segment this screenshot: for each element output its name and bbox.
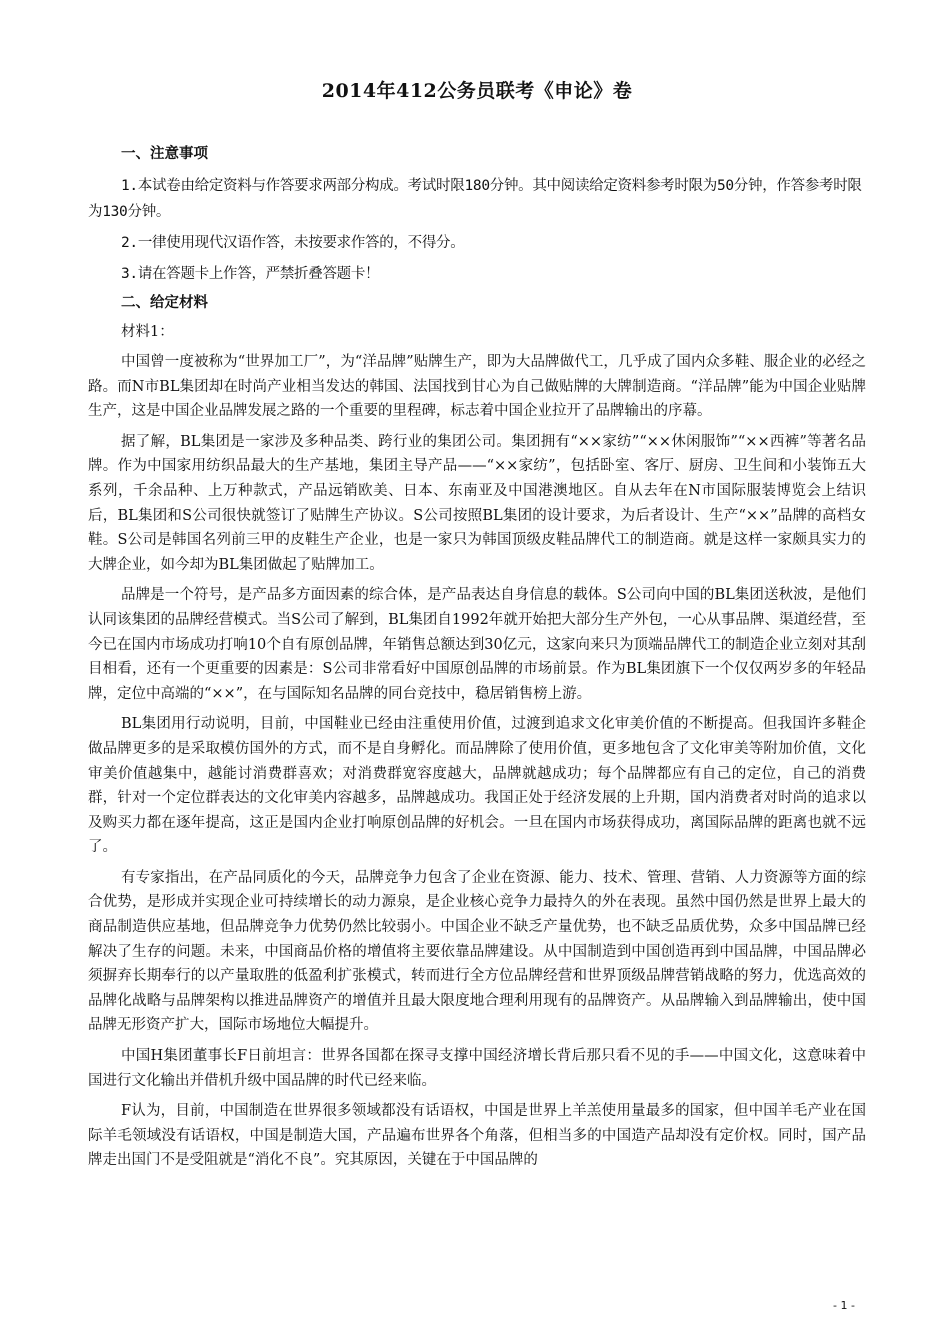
document-page (88, 70, 866, 1179)
note-item: 1.本试卷由给定资料与作答要求两部分构成。考试时限180分钟。其中阅读给定资料参考时限为50分钟，作答参考时限为130分钟。 (88, 178, 862, 220)
material-label: 材料1： (121, 324, 174, 340)
section-heading-materials: 二、给定材料 (121, 294, 208, 311)
note-item: 3.请在答题卡上作答，严禁折叠答题卡！ (121, 266, 380, 282)
body-paragraph: 中国曾一度被称为“世界加工厂”，为“洋品牌”贴牌生产，即为大品牌做代工，几乎成了国内众多鞋、服企业的必经之路。而N市BL集团却在时尚产业相当发达的韩国、法国找到甘心为自己做贴牌的大牌制造商。“洋品牌”能为中国企业贴牌生产，这是中国企业品牌发展之路的一个重要的里程碑，标志着中国企业拉开了品牌输出的序幕。 (88, 354, 866, 420)
body-paragraph: 中国H集团董事长F日前坦言：世界各国都在探寻支撑中国经济增长背后那只看不见的手——中国文化，这意味着中国进行文化输出并借机升级中国品牌的时代已经来临。 (88, 1048, 866, 1089)
page-number: - 1 - (833, 1299, 855, 1312)
body-paragraph: BL集团用行动说明，目前，中国鞋业已经由注重使用价值，过渡到追求文化审美价值的不断提高。但我国许多鞋企做品牌更多的是采取模仿国外的方式，而不是自身孵化。而品牌除了使用价值，更多地包含了文化审美等附加价值，文化审美价值越集中，越能讨消费群喜欢；对消费群宽容度越大，品牌就越成功；每个品牌都应有自己的定位，自己的消费群，针对一个定位群表达的文化审美内容越多，品牌越成功。我国正处于经济发展的上升期，国内消费者对时尚的追求以及购买力都在逐年提高，这正是国内企业打响原创品牌的好机会。一旦在国内市场获得成功，离国际品牌的距离也就不远了。 (88, 716, 866, 856)
body-paragraph: 有专家指出，在产品同质化的今天，品牌竞争力包含了企业在资源、能力、技术、管理、营销、人力资源等方面的综合优势，是形成并实现企业可持续增长的动力源泉，是企业核心竞争力最持久的外在表现。虽然中国仍然是世界上最大的商品制造供应基地，但品牌竞争力优势仍然比较弱小。中国企业不缺乏产量优势，也不缺乏品质优势，众多中国品牌已经解决了生存的问题。未来，中国商品价格的增值将主要依靠品牌建设。从中国制造到中国创造再到中国品牌，中国品牌必须摒弃长期奉行的以产量取胜的低盈利扩张模式，转而进行全方位品牌经营和世界顶级品牌营销战略的努力，优选高效的品牌化战略与品牌架构以推进品牌资产的增值并且最大限度地合理利用现有的品牌资产。从品牌输入到品牌输出，使中国品牌无形资产扩大，国际市场地位大幅提升。 (88, 869, 866, 1034)
document-title: 2014年412公务员联考《申论》卷 (321, 80, 633, 102)
body-paragraph: 据了解，BL集团是一家涉及多种品类、跨行业的集团公司。集团拥有“××家纺”“××休闲服饰”“××西裤”等著名品牌。作为中国家用纺织品最大的生产基地，集团主导产品——“××家纺”，包括卧室、客厅、厨房、卫生间和小装饰五大系列，千余品种、上万种款式，产品远销欧美、日本、东南亚及中国港澳地区。自从去年在N市国际服装博览会上结识后，BL集团和S公司很快就签订了贴牌生产协议。S公司按照BL集团的设计要求，为后者设计、生产“××”品牌的高档女鞋。S公司是韩国名列前三甲的皮鞋生产企业，也是一家只为韩国顶级皮鞋品牌代工的制造商。就是这样一家颇具实力的大牌企业，如今却为BL集团做起了贴牌加工。 (88, 433, 866, 573)
section-heading-notes: 一、注意事项 (121, 145, 208, 162)
note-item: 2.一律使用现代汉语作答，未按要求作答的，不得分。 (121, 235, 465, 251)
body-paragraph: 品牌是一个符号，是产品多方面因素的综合体，是产品表达自身信息的载体。S公司向中国的BL集团送秋波，是他们认同该集团的品牌经营模式。当S公司了解到，BL集团自1992年就开始把大部分生产外包，一心从事品牌、渠道经营，至今已在国内市场成功打响10个自有原创品牌，年销售总额达到30亿元，这家向来只为顶端品牌代工的制造企业立刻对其刮目相看，还有一个更重要的因素是：S公司非常看好中国原创品牌的市场前景。作为BL集团旗下一个仅仅两岁多的年轻品牌，定位中高端的“××”，在与国际知名品牌的同台竞技中，稳居销售榜上游。 (88, 587, 866, 702)
body-paragraph: F认为，目前，中国制造在世界很多领域都没有话语权，中国是世界上羊羔使用量最多的国家，但中国羊毛产业在国际羊毛领域没有话语权，中国是制造大国，产品遍布世界各个角落，但相当多的中国造产品却没有定价权。同时，国产品牌走出国门不是受阻就是“消化不良”。究其原因，关键在于中国品牌的 (88, 1103, 866, 1169)
